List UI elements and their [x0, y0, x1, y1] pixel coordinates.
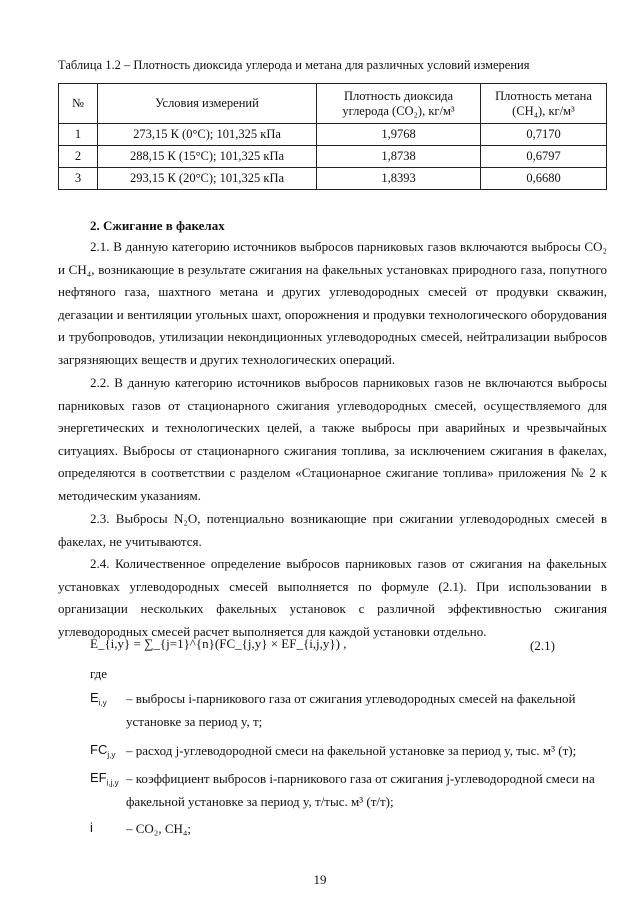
- row-num: 2: [59, 146, 98, 168]
- paragraph-2-1: 2.1. В данную категорию источников выбросов парниковых газов включаются выбросы CO₂ и CH₄, возникающие в результате сжигания на факельных установках природного газа, попутного нефтяного газа, шахтного метана и других углеводородных смесей от продувки скважин, дегазации и вентиляции угольных шахт, опорожнения и продувки технологического оборудования и трубопроводов, утилизации некондиционных углеводородных смесей, нейтрализации выбросов загрязняющих веществ и других технологических операций.: [58, 239, 607, 367]
- header-co2: Плотность диоксида углерода (CO₂), кг/м³: [317, 84, 481, 124]
- table-caption: Таблица 1.2 – Плотность диоксида углерода и метана для различных условий измерения: [58, 58, 530, 72]
- row-co2: 1,9768: [317, 124, 481, 146]
- table-row: [59, 124, 607, 146]
- row-conditions: 273,15 К (0°C); 101,325 кПа: [98, 124, 317, 146]
- definition-i: – CO₂, CH₄;: [126, 821, 192, 836]
- row-conditions: 293,15 К (20°C); 101,325 кПа: [98, 168, 317, 190]
- paragraph-2-2: 2.2. В данную категорию источников выбросов парниковых газов не включаются выбросы парниковых газов от стационарного сжигания углеводородных смесей, осуществляемого для энергетических и технологических целей, а также выбросы при аварийных и чрезвычайных ситуациях. Выбросы от стационарного сжигания топлива, за исключением сжигания в факелах, определяются в соответствии с разделом «Стационарное сжигание топлива» приложения № 2 к методическим указаниям.: [58, 375, 607, 503]
- row-num: 3: [59, 168, 98, 190]
- header-conditions: Условия измерений: [98, 84, 317, 124]
- symbol-fc: $FC_{j,y}$: [90, 742, 116, 760]
- header-ch4: Плотность метана (CH₄), кг/м³: [481, 84, 607, 124]
- paragraph-2-4: 2.4. Количественное определение выбросов парниковых газов от сжигания на факельных установках углеводородных смесей выполняется по формуле (2.1). При использовании в организации нескольких факельных установок с различной эффективностью сжигания углеводородных смесей расчет выполняется для каждой установки отдельно.: [58, 556, 607, 639]
- where-label: где: [90, 666, 108, 681]
- definition-e: – выбросы i-парникового газа от сжигания углеводородных смесей на факельной установке за период y, т;: [126, 691, 576, 729]
- table-row: [59, 146, 607, 168]
- row-ch4: 0,6797: [481, 146, 607, 168]
- paragraph-2-3: 2.3. Выбросы N₂O, потенциально возникающие при сжигании углеводородных смесей в факелах, не учитываются.: [58, 511, 607, 549]
- formula-number: (2.1): [530, 638, 555, 653]
- symbol-ef: $EF_{i,j,y}$: [90, 770, 119, 788]
- definition-ef: – коэффициент выбросов i-парникового газа от сжигания j-углеводородной смеси на факельной установке за период y, т/тыс. м³ (т/т);: [126, 771, 595, 809]
- row-ch4: 0,6680: [481, 168, 607, 190]
- table-header-row: [59, 84, 607, 124]
- formula-2-1: E_{i,y} = ∑_{j=1}^{n}(FC_{j,y} × EF_{i,j,y}) ,: [90, 636, 347, 651]
- row-ch4: 0,7170: [481, 124, 607, 146]
- row-co2: 1,8393: [317, 168, 481, 190]
- symbol-i: i: [90, 820, 93, 835]
- page-number: 19: [313, 872, 327, 887]
- symbol-e: $E_{i,y}$: [90, 690, 107, 708]
- definition-fc: – расход j-углеводородной смеси на факельной установке за период y, тыс. м³ (т);: [126, 743, 577, 758]
- header-num: №: [59, 84, 98, 124]
- row-co2: 1,8738: [317, 146, 481, 168]
- row-conditions: 288,15 К (15°C); 101,325 кПа: [98, 146, 317, 168]
- density-table: [58, 83, 607, 190]
- table-row: [59, 168, 607, 190]
- row-num: 1: [59, 124, 98, 146]
- section-heading: 2. Сжигание в факелах: [90, 218, 225, 233]
